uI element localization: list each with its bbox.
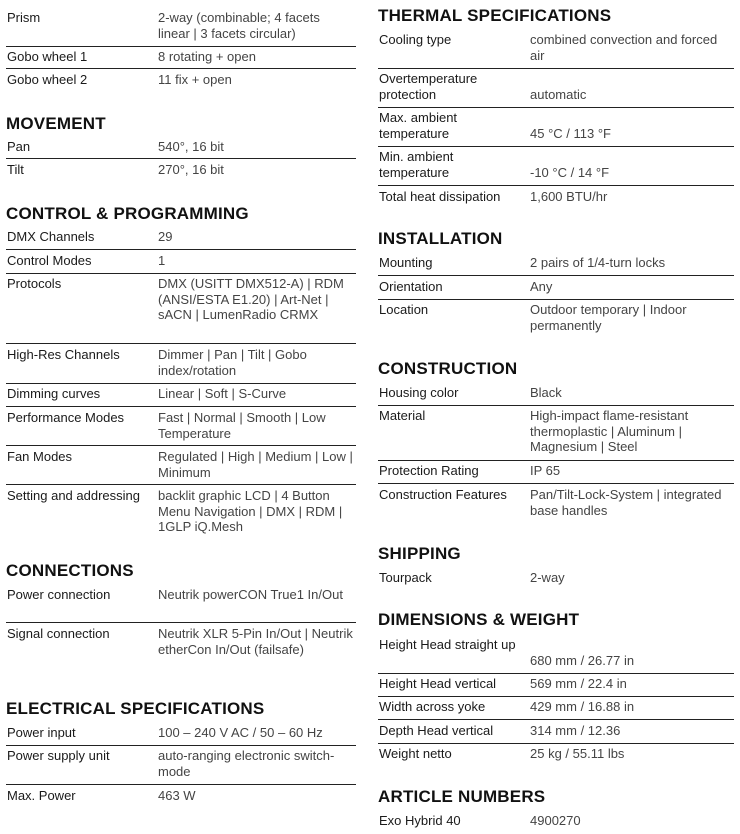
spec-value: 270°, 16 bit: [158, 162, 224, 177]
spec-row-signal-connection: [6, 624, 356, 676]
spec-label: Prism: [7, 10, 41, 25]
spec-value: 2-way: [530, 570, 565, 585]
spec-row-power-supply-unit: [6, 746, 356, 785]
spec-row-pan: [6, 137, 356, 159]
spec-value: High-impact flame-resistant thermoplastic | Aluminum | Magnesium | Steel: [530, 408, 689, 454]
spec-row-construction-features: [378, 485, 734, 523]
spec-label: Weight netto: [379, 746, 452, 761]
spec-value: 2 pairs of 1/4-turn locks: [530, 255, 666, 270]
section-title-movement: MOVEMENT: [6, 114, 106, 133]
spec-value: Outdoor temporary | Indoor permanently: [530, 302, 687, 333]
spec-label: Performance Modes: [7, 410, 125, 425]
spec-value: Neutrik powerCON True1 In/Out: [158, 587, 343, 602]
spec-value: Any: [530, 279, 553, 294]
spec-value: 429 mm / 16.88 in: [530, 699, 635, 714]
spec-label: Control Modes: [7, 253, 92, 268]
spec-value: Dimmer | Pan | Tilt | Gobo index/rotation: [158, 347, 307, 378]
spec-row-high-res-channels: [6, 345, 356, 384]
spec-row-control-modes: [6, 251, 356, 274]
spec-value: IP 65: [530, 463, 561, 478]
spec-row-max-ambient: [378, 108, 734, 147]
spec-row-depth-vertical: [378, 721, 734, 744]
spec-row-protection-rating: [378, 461, 734, 484]
spec-label: Housing color: [379, 385, 459, 400]
spec-row-height-straight: [378, 635, 734, 674]
spec-value: -10 °C / 14 °F: [530, 165, 610, 180]
spec-label: Dimming curves: [7, 386, 101, 401]
spec-value: Black: [530, 385, 562, 400]
spec-label: Location: [379, 302, 429, 317]
spec-value: Neutrik XLR 5-Pin In/Out | Neutrik etherCon In/Out (failsafe): [158, 626, 353, 657]
spec-row-cooling-type: [378, 30, 734, 69]
spec-row-mounting: [378, 253, 734, 276]
spec-row-overtemperature: [378, 69, 734, 108]
spec-label: Fan Modes: [7, 449, 73, 464]
spec-value: 569 mm / 22.4 in: [530, 676, 627, 691]
spec-label: Total heat dissipation: [379, 189, 501, 204]
spec-row-max-power: [6, 786, 356, 807]
spec-label: Gobo wheel 1: [7, 49, 88, 64]
spec-value: automatic: [530, 87, 587, 102]
spec-value: 463 W: [158, 788, 196, 803]
spec-label: Signal connection: [7, 626, 110, 641]
spec-label: Power input: [7, 725, 76, 740]
section-title-shipping: SHIPPING: [378, 544, 461, 563]
spec-row-power-input: [6, 723, 356, 746]
spec-value: Fast | Normal | Smooth | Low Temperature: [158, 410, 326, 441]
spec-value: 8 rotating + open: [158, 49, 256, 64]
spec-label: Cooling type: [379, 32, 452, 47]
spec-label: Depth Head vertical: [379, 723, 494, 738]
spec-value: 1,600 BTU/hr: [530, 189, 608, 204]
spec-row-setting-addressing: [6, 486, 356, 538]
spec-value: 314 mm / 12.36: [530, 723, 621, 738]
spec-label: High-Res Channels: [7, 347, 120, 362]
spec-row-power-connection: [6, 585, 356, 623]
spec-label: Orientation: [379, 279, 443, 294]
spec-label: Setting and addressing: [7, 488, 140, 503]
spec-value: 25 kg / 55.11 lbs: [530, 746, 625, 761]
section-title-connections: CONNECTIONS: [6, 561, 134, 580]
spec-value: 680 mm / 26.77 in: [530, 653, 635, 668]
spec-row-prism: [6, 8, 356, 47]
spec-value: 45 °C / 113 °F: [530, 126, 611, 141]
spec-row-height-vertical: [378, 674, 734, 697]
spec-label: Overtemperature protection: [379, 71, 478, 102]
spec-value: Regulated | High | Medium | Low | Minimum: [158, 449, 353, 480]
spec-row-fan-modes: [6, 447, 356, 485]
spec-value: Pan/Tilt-Lock-System | integrated base handles: [530, 487, 722, 518]
spec-label: Exo Hybrid 40: [379, 813, 461, 828]
spec-value: 540°, 16 bit: [158, 139, 224, 154]
spec-value: auto-ranging electronic switch-mode: [158, 748, 335, 779]
spec-row-orientation: [378, 277, 734, 300]
spec-row-material: [378, 406, 734, 461]
spec-row-min-ambient: [378, 147, 734, 186]
spec-label: Min. ambient temperature: [379, 149, 454, 180]
spec-label: Construction Features: [379, 487, 507, 502]
spec-row-performance-modes: [6, 408, 356, 446]
spec-row-heat-dissipation: [378, 187, 734, 208]
spec-row-dmx-channels: [6, 227, 356, 250]
spec-value: 1: [158, 253, 166, 268]
spec-label: Mounting: [379, 255, 433, 270]
spec-value: 29: [158, 229, 173, 244]
spec-value: DMX (USITT DMX512-A) | RDM (ANSI/ESTA E1.20) | Art-Net | sACN | LumenRadio CRMX: [158, 276, 344, 322]
spec-value: Linear | Soft | S-Curve: [158, 386, 287, 401]
spec-row-location: [378, 300, 734, 338]
spec-label: DMX Channels: [7, 229, 95, 244]
spec-label: Material: [379, 408, 426, 423]
section-title-thermal: THERMAL SPECIFICATIONS: [378, 6, 612, 25]
spec-value: 2-way (combinable; 4 facets linear | 3 facets circular): [158, 10, 320, 41]
spec-row-tilt: [6, 160, 356, 181]
spec-row-dimming-curves: [6, 384, 356, 407]
section-title-article-numbers: ARTICLE NUMBERS: [378, 787, 546, 806]
spec-value: 4900270: [530, 813, 581, 828]
spec-label: Protocols: [7, 276, 62, 291]
spec-label: Tourpack: [379, 570, 432, 585]
spec-row-protocols: [6, 274, 356, 344]
spec-value: backlit graphic LCD | 4 Button Menu Navigation | DMX | RDM | 1GLP iQ.Mesh: [158, 488, 343, 534]
spec-row-article: [378, 811, 734, 832]
spec-label: Width across yoke: [379, 699, 486, 714]
spec-row-weight: [378, 744, 734, 765]
spec-row-tourpack: [378, 568, 734, 589]
spec-value: 100 – 240 V AC / 50 – 60 Hz: [158, 725, 323, 740]
spec-label: Max. ambient temperature: [379, 110, 458, 141]
spec-value: 11 fix + open: [158, 72, 232, 87]
spec-label: Pan: [7, 139, 31, 154]
spec-row-housing-color: [378, 383, 734, 406]
section-title-control: CONTROL & PROGRAMMING: [6, 204, 249, 223]
spec-label: Tilt: [7, 162, 24, 177]
spec-row-gobo-wheel-2: [6, 70, 356, 91]
spec-label: Gobo wheel 2: [7, 72, 88, 87]
spec-value: combined convection and forced air: [530, 32, 718, 63]
spec-label: Power connection: [7, 587, 111, 602]
spec-label: Power supply unit: [7, 748, 110, 763]
section-title-construction: CONSTRUCTION: [378, 359, 518, 378]
spec-row-width-yoke: [378, 697, 734, 720]
spec-label: Height Head vertical: [379, 676, 497, 691]
section-title-installation: INSTALLATION: [378, 229, 503, 248]
spec-row-gobo-wheel-1: [6, 47, 356, 69]
spec-label: Protection Rating: [379, 463, 479, 478]
section-title-dimensions: DIMENSIONS & WEIGHT: [378, 610, 580, 629]
spec-label: Height Head straight up: [379, 637, 516, 652]
spec-label: Max. Power: [7, 788, 76, 803]
section-title-electrical: ELECTRICAL SPECIFICATIONS: [6, 699, 265, 718]
